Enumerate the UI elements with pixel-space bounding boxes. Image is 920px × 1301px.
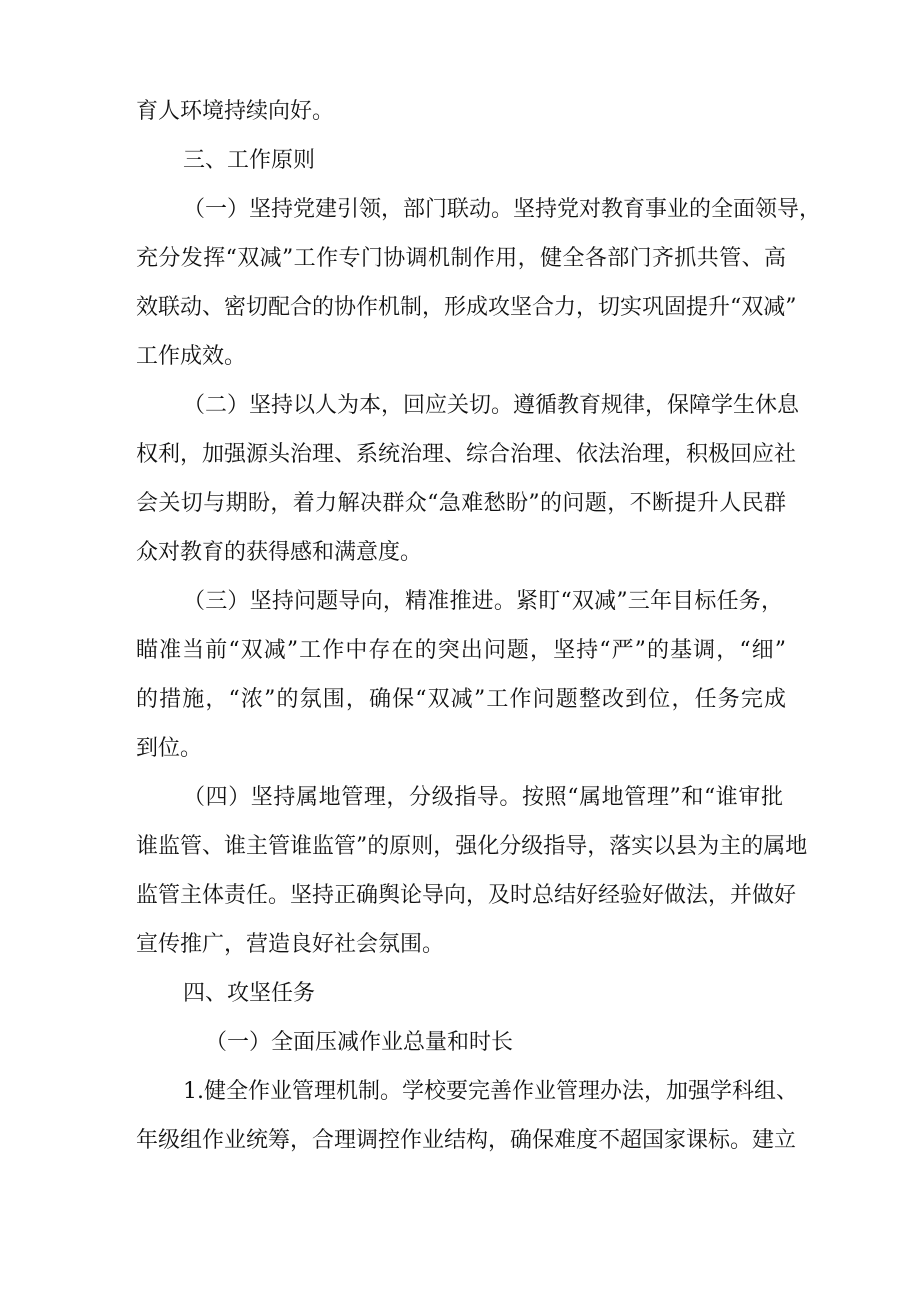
- principle-4-line-2: 谁监管、谁主管谁监管”的原则，强化分级指导，落实以县为主的属地: [136, 834, 808, 859]
- task-1-item-1-line-2: 年级组作业统筹，合理调控作业结构，确保难度不超国家课标。建立: [136, 1128, 797, 1153]
- principle-2-line-1: （二）坚持以人为本，回应关切。遵循教育规律，保障学生休息: [183, 393, 800, 418]
- principle-4-line-3: 监管主体责任。坚持正确舆论导向，及时总结好经验好做法，并做好: [136, 883, 797, 908]
- principle-1-line-4: 工作成效。: [136, 344, 247, 369]
- principle-3-line-2: 瞄准当前“双减”工作中存在的突出问题，坚持“严”的基调，“细”: [136, 638, 786, 663]
- task-1-heading: （一）全面压减作业总量和时长: [205, 1030, 514, 1055]
- principle-2-line-2: 权利，加强源头治理、系统治理、综合治理、依法治理，积极回应社: [136, 442, 797, 467]
- principle-1-line-2: 充分发挥“双减”工作专门协调机制作用，健全各部门齐抓共管、高: [136, 246, 786, 271]
- task-1-item-1-line-1: 1.健全作业管理机制。学校要完善作业管理办法，加强学科组、: [183, 1079, 798, 1104]
- principle-4-line-4: 宣传推广，营造良好社会氛围。: [136, 932, 445, 957]
- principle-3-line-4: 到位。: [136, 736, 203, 761]
- principle-2-line-3: 会关切与期盼，着力解决群众“急难愁盼”的问题，不断提升人民群: [136, 491, 786, 516]
- paragraph-intro-tail: 育人环境持续向好。: [136, 99, 335, 124]
- principle-3-line-3: 的措施，“浓”的氛围，确保“双减”工作问题整改到位，任务完成: [136, 687, 786, 712]
- principle-1-line-3: 效联动、密切配合的协作机制，形成攻坚合力，切实巩固提升“双减”: [136, 295, 797, 320]
- section-three-heading: 三、工作原则: [183, 148, 316, 173]
- principle-1-line-1: （一）坚持党建引领，部门联动。坚持党对教育事业的全面领导，: [183, 197, 822, 222]
- principle-3-line-1: （三）坚持问题导向，精准推进。紧盯“双减”三年目标任务，: [183, 589, 783, 614]
- section-four-heading: 四、攻坚任务: [183, 981, 316, 1006]
- principle-4-line-1: （四）坚持属地管理，分级指导。按照“属地管理”和“谁审批: [183, 785, 783, 810]
- principle-2-line-4: 众对教育的获得感和满意度。: [136, 540, 423, 565]
